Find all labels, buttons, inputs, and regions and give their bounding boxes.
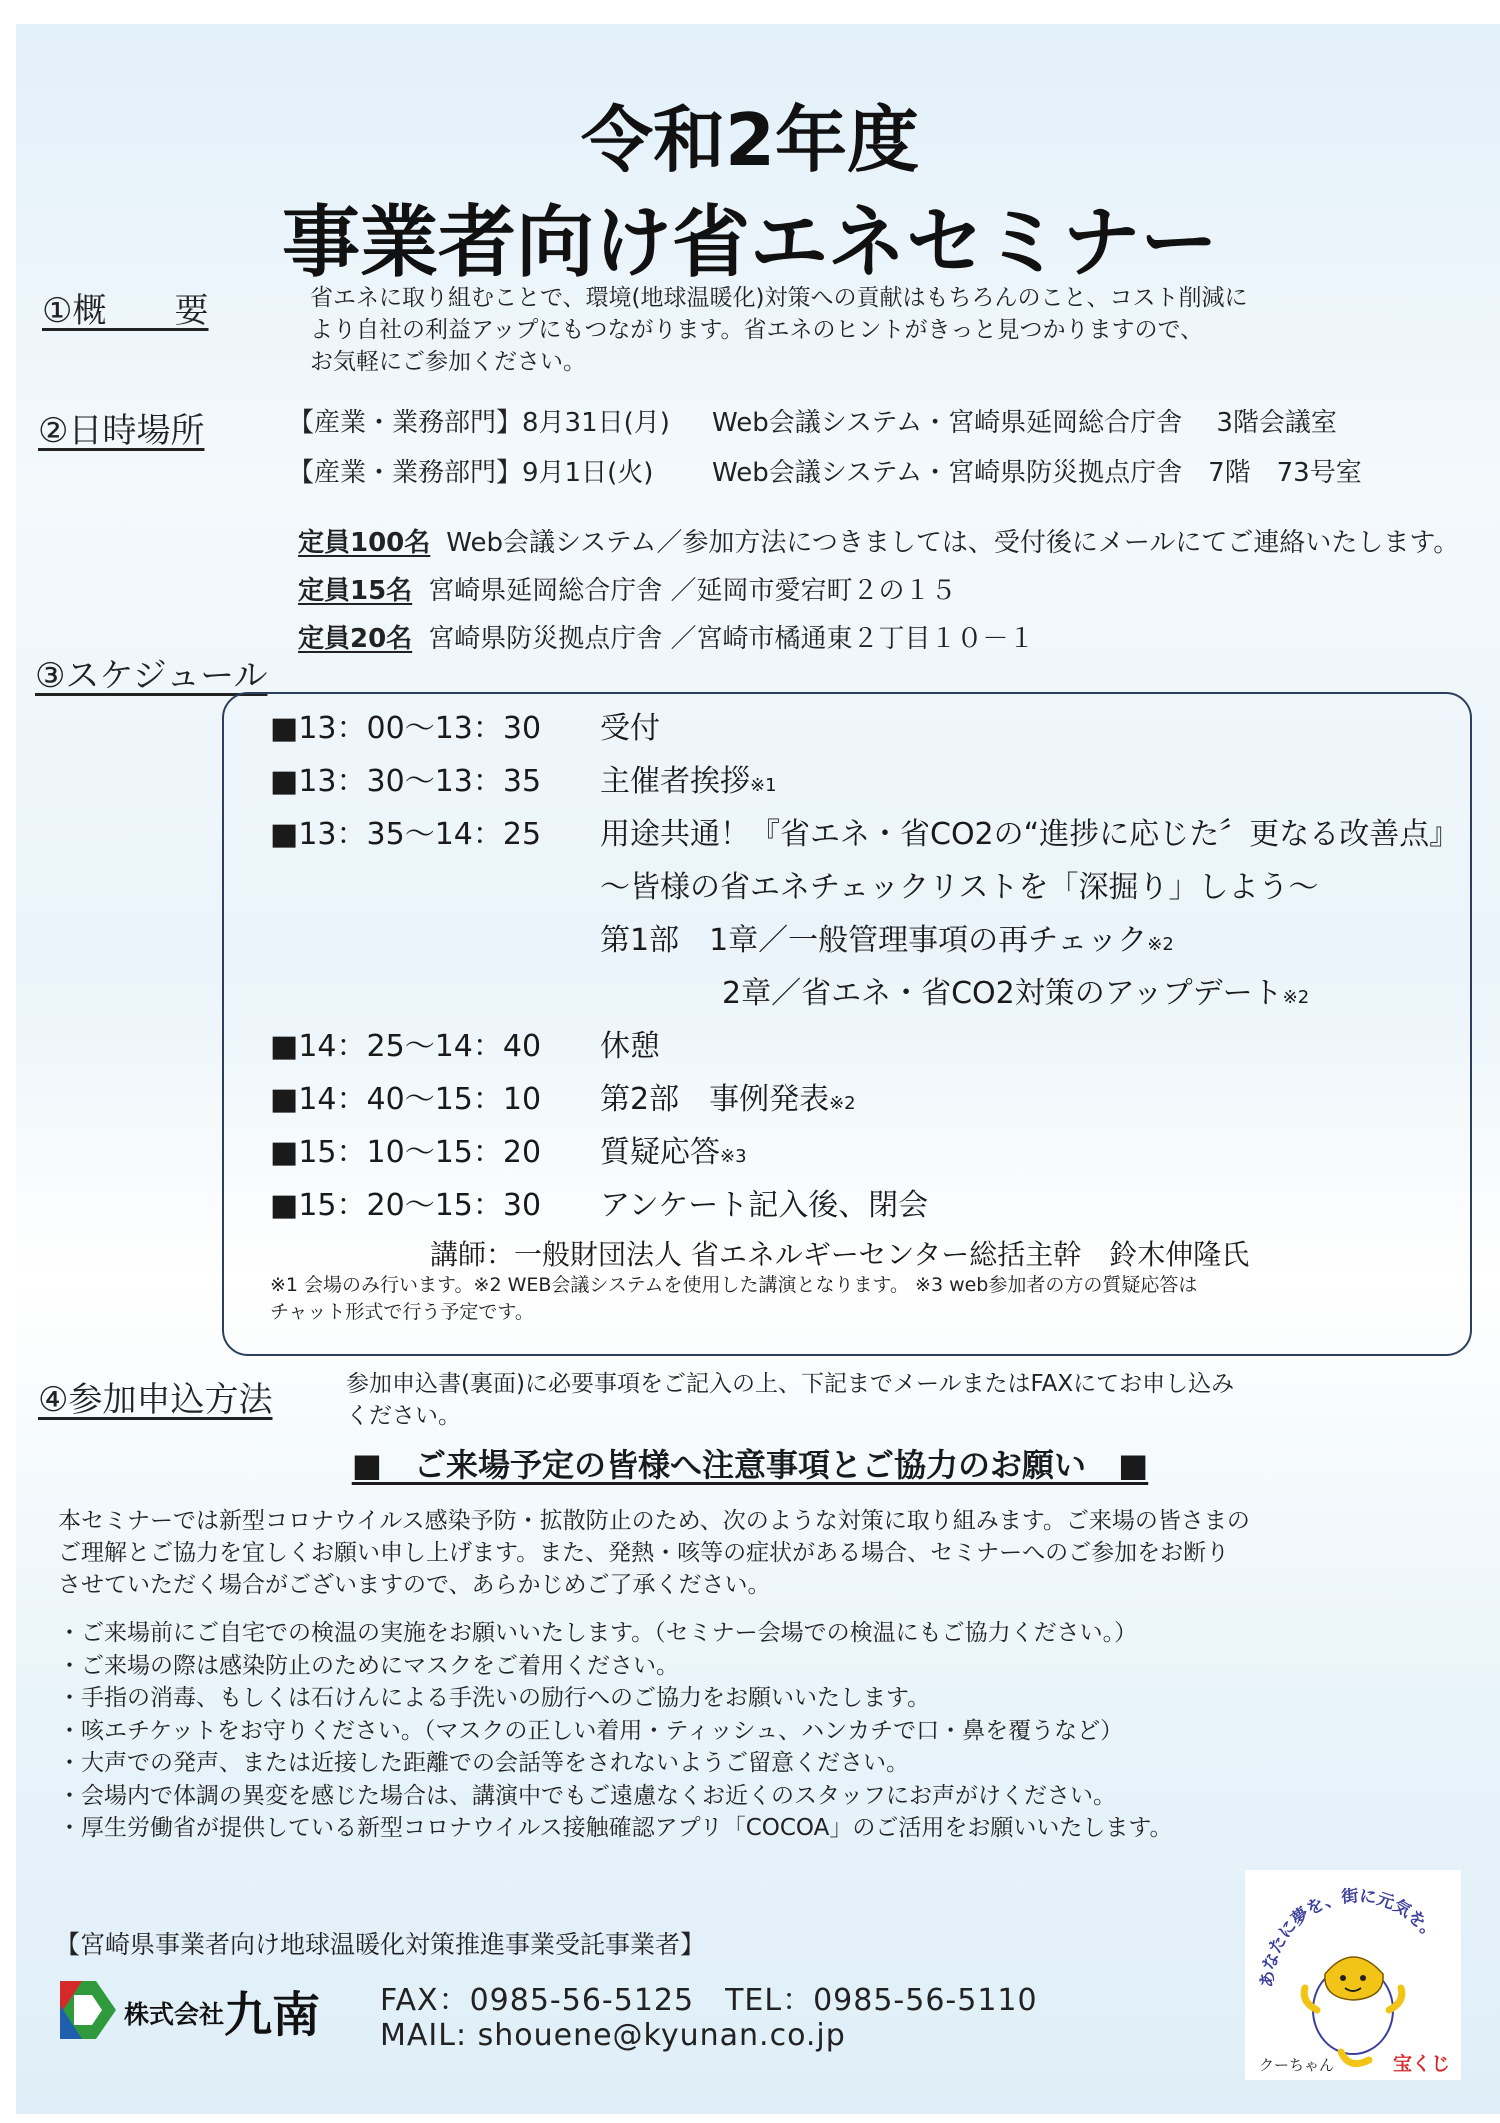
place-label: Web会議システム・宮崎県延岡総合庁舎 3階会議室: [712, 408, 1337, 438]
schedule-time: ■14：25～14：40: [270, 1029, 542, 1064]
schedule-sub-text: 第1部 1章／一般管理事項の再チェック: [600, 923, 1148, 958]
schedule-time: ■14：40～15：10: [270, 1082, 542, 1117]
apply-heading: ④参加申込方法: [38, 1380, 273, 1420]
schedule-sub: [600, 915, 1174, 959]
schedule-item: [270, 756, 777, 800]
date-label: 9月1日(火): [522, 458, 654, 488]
schedule-mark: ※1: [750, 775, 777, 796]
datetime-row: [288, 452, 1362, 489]
capacity-text: 宮崎県防災拠点庁舎 ／宮崎市橘通東２丁目１０－１: [428, 624, 1035, 654]
bullet-item: ・ 会場内で体調の異変を感じた場合は、講演中でもご遠慮なくお近くのスタッフにお声がけください。: [58, 1780, 1173, 1813]
schedule-mark: ※2: [829, 1093, 856, 1114]
apply-line: ください。: [346, 1403, 461, 1429]
company-big: 九南: [224, 1987, 321, 2043]
mascot-name: クーちゃん: [1259, 2056, 1335, 2074]
apply-text: [346, 1368, 1234, 1432]
dept-label: 【産業・業務部門】: [288, 408, 523, 438]
capacity-row: [298, 522, 1459, 559]
title-main: 事業者向け省エネセミナー: [281, 198, 1218, 288]
overview-heading: ①概 要: [42, 291, 209, 331]
schedule-text: 第2部 事例発表: [600, 1082, 830, 1117]
mail: MAIL: shouene@kyunan.co.jp: [380, 2018, 846, 2053]
schedule-heading: ③スケジュール: [35, 656, 268, 696]
schedule-text: 受付: [600, 711, 660, 746]
schedule-item: [270, 1021, 660, 1065]
bullet-item: ・ 厚生労働省が提供している新型コロナウイルス接触確認アプリ「COCOA」のご活用をお願いいたします。: [58, 1812, 1173, 1845]
schedule-time: ■13：35～14：25: [270, 817, 542, 852]
overview-line: お気軽にご参加ください。: [310, 349, 586, 375]
schedule-text: アンケート記入後、閉会: [600, 1188, 929, 1223]
lecturer: 講師：一般財団法人 省エネルギーセンター総括主幹 鈴木伸隆氏: [430, 1238, 1250, 1271]
overview-line: 省エネに取り組むことで、環境(地球温暖化)対策への貢献はもちろんのこと、コスト削減に: [310, 285, 1248, 311]
note-line: チャット形式で行う予定です。: [270, 1301, 534, 1323]
capacity-label: 定員15名: [298, 576, 413, 606]
schedule-sub-text: 2章／省エネ・省CO2対策のアップデート: [722, 976, 1283, 1011]
schedule-time: ■13：00～13：30: [270, 711, 542, 746]
schedule-notes: [270, 1272, 1197, 1326]
capacity-label: 定員100名: [298, 528, 431, 558]
capacity-text: 宮崎県延岡総合庁舎 ／延岡市愛宕町２の１５: [428, 576, 957, 606]
capacity-row: [298, 570, 956, 607]
schedule-sub: ～皆様の省エネチェックリストを「深掘り」しよう～: [600, 870, 1319, 905]
mascot-slogan-text: あなたに夢を、街に元気を。: [1257, 1886, 1442, 1989]
mascot-eye: [1340, 1975, 1346, 1981]
schedule-mark: ※2: [1282, 987, 1310, 1008]
capacity-text: Web会議システム／参加方法につきましては、受付後にメールにてご連絡いたします。: [446, 528, 1460, 558]
fax-tel: FAX：0985-56-5125 TEL：0985-56-5110: [380, 1983, 1038, 2018]
schedule-text: 主催者挨拶: [600, 764, 750, 799]
schedule-mark: ※3: [720, 1146, 747, 1167]
overview-text: [310, 282, 1248, 378]
schedule-time: ■13：30～13：35: [270, 764, 542, 799]
bullet-item: ・ ご来場前にご自宅での検温の実施をお願いいたします。（セミナー会場での検温にもご協力ください。）: [58, 1617, 1173, 1650]
mascot-head: [1325, 1957, 1383, 2000]
capacity-row: [298, 618, 1034, 655]
schedule-text: 質疑応答: [600, 1135, 720, 1170]
bullet-item: ・ 大声での発声、または近接した距離での会話等をされないようご留意ください。: [58, 1747, 1173, 1780]
datetime-row: [288, 402, 1337, 439]
company-small: 株式会社: [124, 2000, 225, 2029]
schedule-mark: ※2: [1147, 934, 1174, 955]
datetime-heading: ②日時場所: [38, 411, 205, 451]
intro-line: させていただく場合がございますので、あらかじめご了承ください。: [58, 1572, 771, 1598]
mascot-brand: 宝くじ: [1393, 2053, 1451, 2075]
note-line: ※1 会場のみ行います。※2 WEB会議システムを使用した講演となります。 ※3 web参加者の方の質疑応答は: [270, 1274, 1198, 1296]
schedule-item: [270, 1180, 928, 1224]
schedule-text: 用途共通！『省エネ・省CO2の“進捗に応じた〞更なる改善点』: [600, 817, 1460, 852]
mascot-logo: [1245, 1870, 1461, 2080]
schedule-item: [270, 1127, 747, 1171]
schedule-time: ■15：10～15：20: [270, 1135, 542, 1170]
schedule-item: [270, 809, 1459, 853]
schedule-item: [270, 1074, 856, 1118]
company-logo: [58, 1975, 348, 2045]
notice-heading: ■ ご来場予定の皆様へ注意事項とご協力のお願い ■: [351, 1446, 1149, 1484]
notice-intro: [58, 1505, 1458, 1601]
intro-line: ご理解とご協力を宜しくお願い申し上げます。また、発熱・咳等の症状がある場合、セミナーへのご参加をお断り: [58, 1540, 1230, 1566]
schedule-sub: [722, 968, 1309, 1012]
overview-line: より自社の利益アップにもつながります。省エネのヒントがきっと見つかりますので、: [310, 317, 1204, 343]
apply-line: 参加申込書(裏面)に必要事項をご記入の上、下記までメールまたはFAXにてお申し込み: [346, 1371, 1235, 1397]
date-label: 8月31日(月): [522, 408, 670, 438]
bullet-item: ・ 手指の消毒、もしくは石けんによる手洗いの励行へのご協力をお願いいたします。: [58, 1682, 1173, 1715]
dept-label: 【産業・業務部門】: [288, 458, 523, 488]
schedule-time: ■15：20～15：30: [270, 1188, 542, 1223]
capacity-label: 定員20名: [298, 624, 413, 654]
mascot-eye: [1360, 1975, 1366, 1981]
intro-line: 本セミナーでは新型コロナウイルス感染予防・拡散防止のため、次のような対策に取り組みます。ご来場の皆さまの: [58, 1508, 1250, 1534]
bullet-item: ・ ご来場の際は感染防止のためにマスクをご着用ください。: [58, 1650, 1173, 1683]
notice-bullets: [58, 1617, 1173, 1845]
schedule-text: 休憩: [600, 1029, 660, 1064]
bullet-item: ・ 咳エチケットをお守りください。（マスクの正しい着用・ティッシュ、ハンカチで口・鼻を覆うなど）: [58, 1715, 1173, 1748]
place-label: Web会議システム・宮崎県防災拠点庁舎 7階 73号室: [712, 458, 1362, 488]
title-year: 令和2年度: [580, 98, 920, 182]
schedule-item: [270, 703, 660, 747]
contractor-label: 【宮崎県事業者向け地球温暖化対策推進事業受託事業者】: [55, 1930, 706, 1959]
